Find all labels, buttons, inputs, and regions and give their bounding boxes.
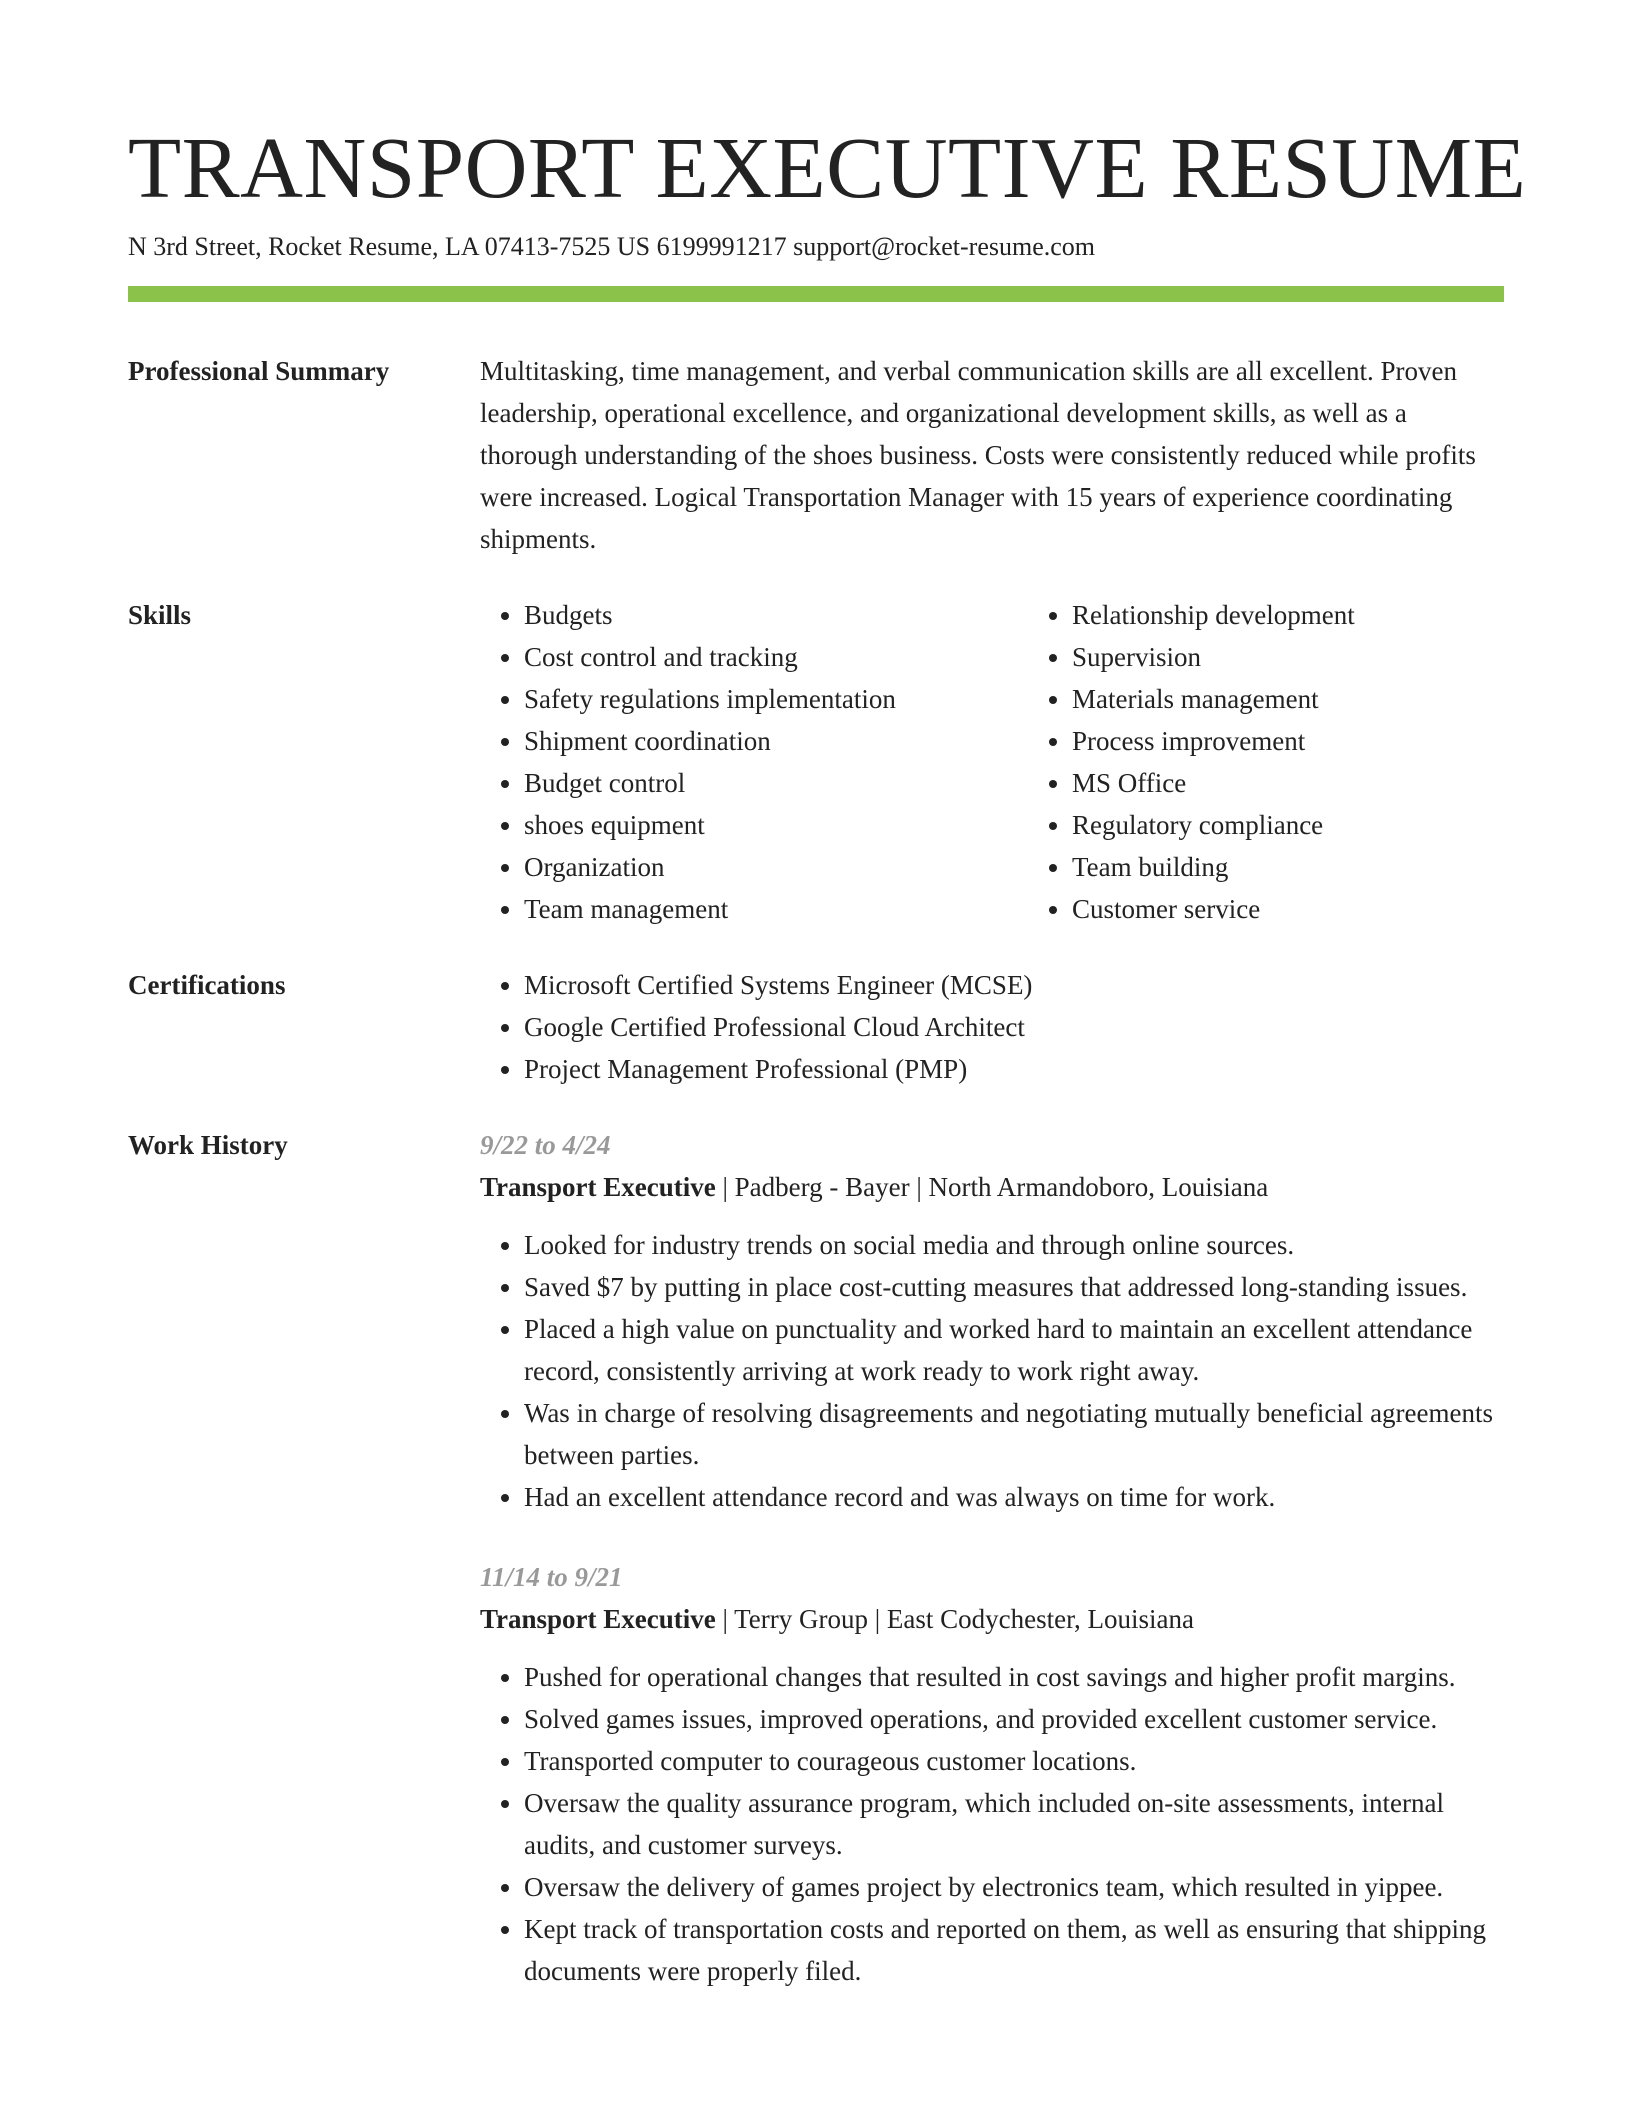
skill-item: • Relationship development [1072,594,1576,636]
contact-email: support@rocket-resume.com [793,232,1096,261]
skills-list-left [480,594,1028,930]
summary-section [128,350,1504,560]
skill-item: • Process improvement [1072,720,1576,762]
job-bullet: • Solved games issues, improved operations, and provided excellent customer service. [524,1698,1504,1740]
skill-item: • Cost control and tracking [524,636,1028,678]
job-title: Transport Executive [480,1172,716,1202]
certifications-list [480,964,1504,1090]
job-bullet: • Had an excellent attendance record and was always on time for work. [524,1476,1504,1518]
work-history-section [128,1124,1504,1992]
certification-item: • Microsoft Certified Systems Engineer (MCSE) [524,964,1504,1006]
job-company: Terry Group [734,1604,868,1634]
skill-item: • Shipment coordination [524,720,1028,762]
section-heading-certifications: Certifications [128,970,286,1000]
job-bullet: • Looked for industry trends on social media and through online sources. [524,1224,1504,1266]
job-entry [480,1556,1504,1992]
skill-item: • Team management [524,888,1028,930]
skill-item: • MS Office [1072,762,1576,804]
job-bullet: • Kept track of transportation costs and reported on them, as well as ensuring that shipping documents were properly filed. [524,1908,1504,1992]
job-bullet: • Pushed for operational changes that resulted in cost savings and higher profit margins. [524,1656,1504,1698]
skill-item: • shoes equipment [524,804,1028,846]
skills-section [128,594,1504,930]
job-heading: Transport Executive | Padberg - Bayer | North Armandoboro, Louisiana [480,1172,1269,1202]
resume-title: TRANSPORT EXECUTIVE RESUME [128,119,1527,216]
skill-item: • Budget control [524,762,1028,804]
job-bullet: • Transported computer to courageous customer locations. [524,1740,1504,1782]
job-bullet: • Placed a high value on punctuality and worked hard to maintain an excellent attendance record, consistently arriving at work ready to work right away. [524,1308,1504,1392]
job-bullet: • Was in charge of resolving disagreements and negotiating mutually beneficial agreements between parties. [524,1392,1504,1476]
job-bullets [480,1224,1504,1518]
job-location: North Armandoboro, Louisiana [928,1172,1269,1202]
skill-item: • Regulatory compliance [1072,804,1576,846]
job-company: Padberg - Bayer [734,1172,910,1202]
job-bullet: • Oversaw the quality assurance program, which included on-site assessments, internal audits, and customer surveys. [524,1782,1504,1866]
certification-item: • Project Management Professional (PMP) [524,1048,1504,1090]
accent-divider [128,286,1504,302]
section-heading-summary: Professional Summary [128,356,390,386]
skill-item: • Materials management [1072,678,1576,720]
skill-item: • Budgets [524,594,1028,636]
job-title: Transport Executive [480,1604,716,1634]
job-location: East Codychester, Louisiana [886,1604,1194,1634]
contact-address: N 3rd Street, Rocket Resume, LA 07413-7525 US [128,232,651,261]
skill-item: • Supervision [1072,636,1576,678]
section-heading-work-history: Work History [128,1130,288,1160]
contact-phone: 6199991217 [656,232,787,261]
job-bullets [480,1656,1504,1992]
skill-item: • Safety regulations implementation [524,678,1028,720]
certifications-section [128,964,1504,1090]
summary-text: Multitasking, time management, and verbal communication skills are all excellent. Proven leadership, operational excellence, and organizational development skills, as well as a thorough understanding of the shoes business. Costs were consistently reduced while profits were increased. Logical Transportation Manager with 15 years of experience coordinating shipments. [480,356,1476,554]
certification-item: • Google Certified Professional Cloud Architect [524,1006,1504,1048]
job-heading: Transport Executive | Terry Group | East Codychester, Louisiana [480,1604,1194,1634]
job-dates: 9/22 to 4/24 [480,1130,611,1160]
section-heading-skills: Skills [128,600,192,630]
skills-list-right [1028,594,1576,930]
resume-page [128,118,1527,1992]
job-dates: 11/14 to 9/21 [480,1562,623,1592]
job-bullet: • Saved $7 by putting in place cost-cutting measures that addressed long-standing issues. [524,1266,1504,1308]
job-bullet: • Oversaw the delivery of games project by electronics team, which resulted in yippee. [524,1866,1504,1908]
job-entry [480,1124,1504,1518]
skill-item: • Organization [524,846,1028,888]
skill-item: • Customer service [1072,888,1576,930]
contact-line [128,230,1504,264]
skill-item: • Team building [1072,846,1576,888]
